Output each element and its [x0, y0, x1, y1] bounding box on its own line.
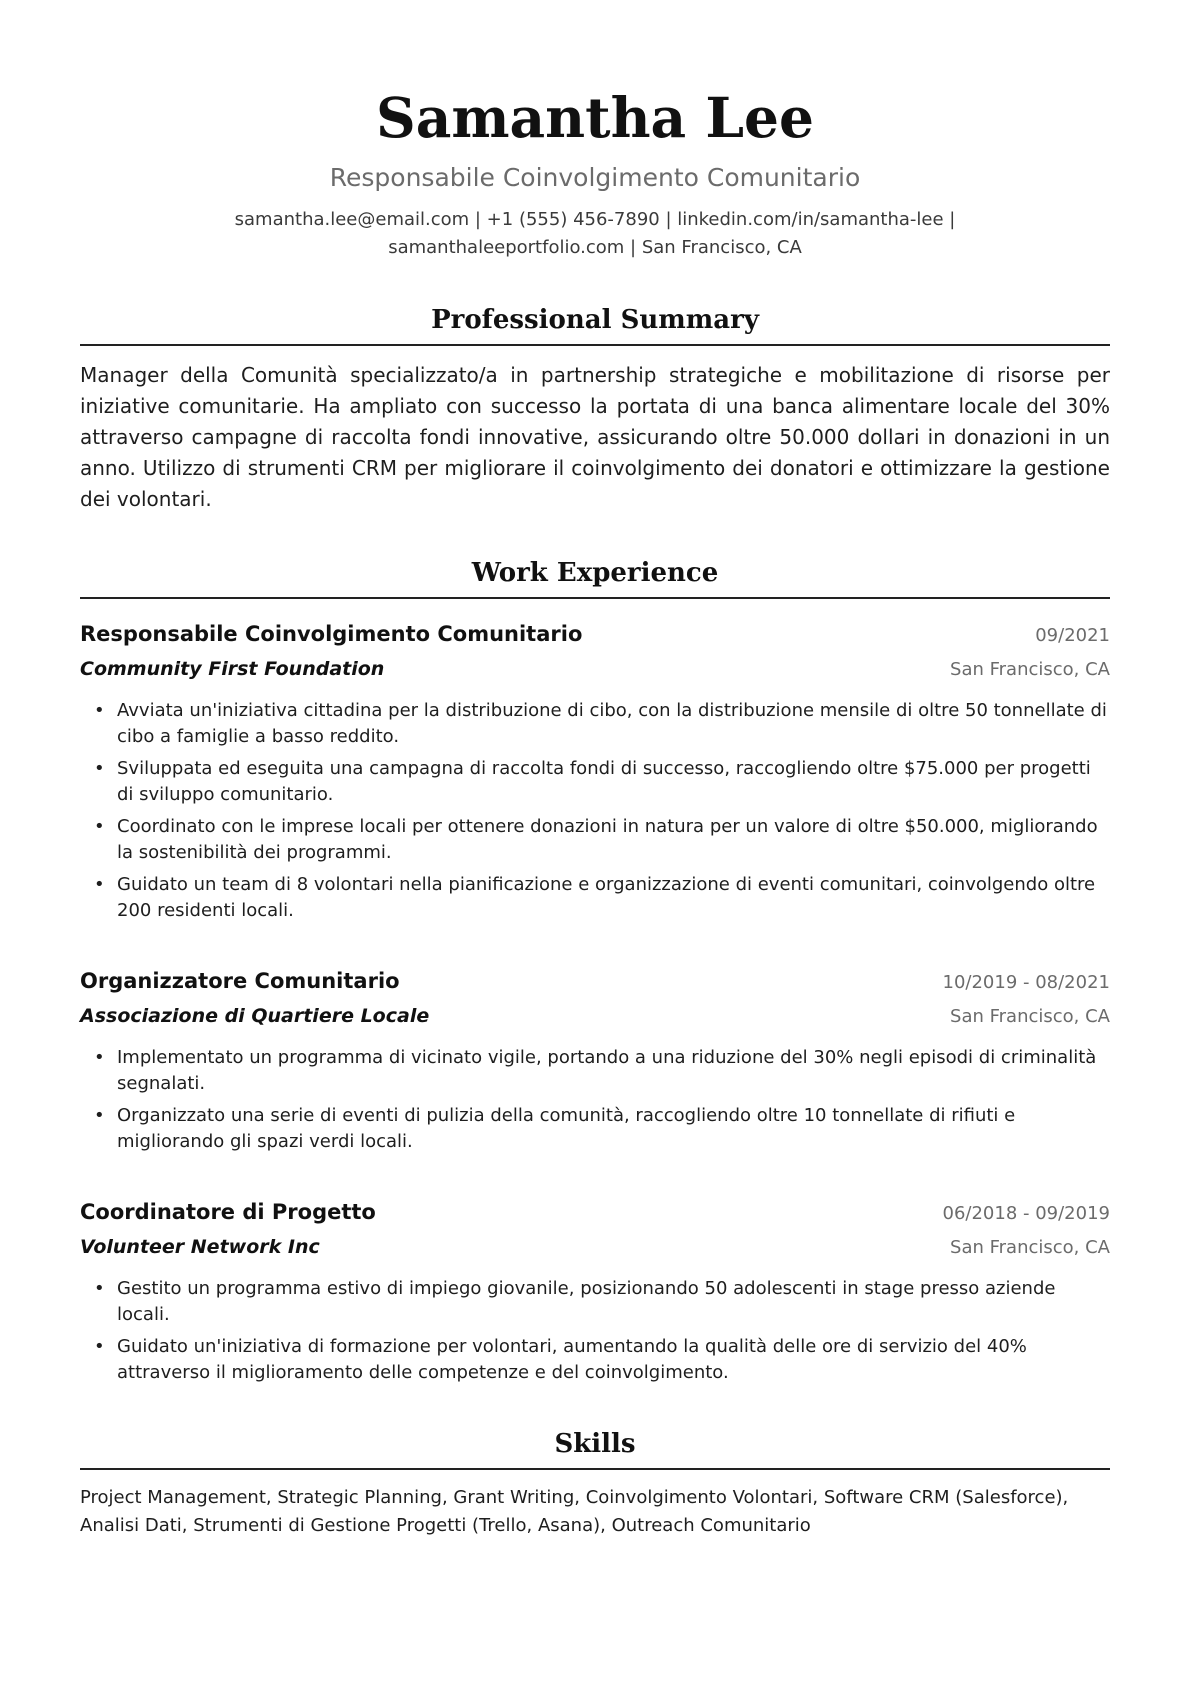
job-entry [80, 617, 1110, 924]
job-bullet-text: Guidato un'iniziativa di formazione per volontari, aumentando la qualità delle ore di servizio del 40% attraverso il miglioramento delle competenze e del coinvolgimento. [117, 1336, 1027, 1383]
job-bullet-text: Sviluppata ed eseguita una campagna di raccolta fondi di successo, raccogliendo oltre $75.000 per progetti di sviluppo comunitario. [117, 758, 1091, 805]
bullet-icon: • [94, 1336, 105, 1357]
skills-section [80, 1426, 1110, 1540]
job-date: 06/2018 - 09/2019 [942, 1203, 1110, 1224]
job-bullet [80, 756, 1110, 808]
bullet-icon: • [94, 1105, 105, 1126]
bullet-icon: • [94, 700, 105, 721]
bullet-icon: • [94, 874, 105, 895]
job-header-row [80, 964, 1110, 1000]
job-date: 10/2019 - 08/2021 [942, 972, 1110, 993]
job-entry [80, 1195, 1110, 1386]
skills-text: Project Management, Strategic Planning, Grant Writing, Coinvolgimento Volontari, Software CRM (Salesforce), Analisi Dati, Strumenti di Gestione Progetti (Trello, Asana), Outreach Comunitario [80, 1487, 1069, 1536]
job-company: Associazione di Quartiere Locale [80, 1005, 430, 1027]
job-bullet-text: Implementato un programma di vicinato vigile, portando a una riduzione del 30% negli episodi di criminalità segnalati. [117, 1047, 1097, 1094]
candidate-name: Samantha Lee [375, 85, 814, 150]
job-location: San Francisco, CA [950, 1006, 1110, 1027]
skills-heading: Skills [80, 1426, 1110, 1470]
job-company-row [80, 653, 1110, 686]
job-bullet [80, 1103, 1110, 1155]
job-company: Volunteer Network Inc [80, 1236, 320, 1258]
summary-text: Manager della Comunità specializzato/a in partnership strategiche e mobilitazione di risorse per iniziative comunitarie. Ha ampliato con successo la portata di una banca alimentare locale del 30% attraverso campagne di raccolta fondi innovative, assicurando oltre 50.000 dollari in donazioni in un anno. Utilizzo di strumenti CRM per migliorare il coinvolgimento dei donatori e ottimizzare la gestione dei volontari. [80, 363, 1110, 511]
job-bullet [80, 872, 1110, 924]
job-bullet-text: Avviata un'iniziativa cittadina per la distribuzione di cibo, con la distribuzione mensile di oltre 50 tonnellate di cibo a famiglie a basso reddito. [117, 700, 1107, 747]
bullet-icon: • [94, 758, 105, 779]
resume-page [80, 80, 1110, 1540]
experience-heading: Work Experience [80, 555, 1110, 599]
job-header-row [80, 1195, 1110, 1231]
job-location: San Francisco, CA [950, 1237, 1110, 1258]
summary-heading: Professional Summary [80, 302, 1110, 346]
job-company-row [80, 1231, 1110, 1264]
job-bullet [80, 1276, 1110, 1328]
job-bullets [80, 698, 1110, 924]
job-title: Responsabile Coinvolgimento Comunitario [80, 622, 583, 646]
candidate-headline: Responsabile Coinvolgimento Comunitario [329, 163, 861, 192]
job-company-row [80, 1000, 1110, 1033]
job-bullet-text: Gestito un programma estivo di impiego giovanile, posizionando 50 adolescenti in stage presso aziende locali. [117, 1278, 1056, 1325]
job-bullet-text: Guidato un team di 8 volontari nella pianificazione e organizzazione di eventi comunitari, coinvolgendo oltre 200 residenti locali. [117, 874, 1096, 921]
experience-section [80, 555, 1110, 1386]
job-header-row [80, 617, 1110, 653]
job-location: San Francisco, CA [950, 659, 1110, 680]
bullet-icon: • [94, 1047, 105, 1068]
job-bullet-text: Organizzato una serie di eventi di pulizia della comunità, raccogliendo oltre 10 tonnellate di rifiuti e migliorando gli spazi verdi locali. [117, 1105, 1016, 1152]
job-date: 09/2021 [1035, 625, 1110, 646]
contact-line: samantha.lee@email.com | +1 (555) 456-7890 | linkedin.com/in/samantha-lee | samanthaleeportfolio.com | San Francisco, CA [234, 209, 956, 258]
job-company: Community First Foundation [80, 658, 385, 680]
job-bullets [80, 1276, 1110, 1386]
job-bullet [80, 1334, 1110, 1386]
job-bullet-text: Coordinato con le imprese locali per ottenere donazioni in natura per un valore di oltre $50.000, migliorando la sostenibilità dei programmi. [117, 816, 1098, 863]
job-title: Organizzatore Comunitario [80, 969, 400, 993]
bullet-icon: • [94, 1278, 105, 1299]
summary-section [80, 302, 1110, 515]
job-title: Coordinatore di Progetto [80, 1200, 376, 1224]
job-bullet [80, 698, 1110, 750]
job-bullet [80, 1045, 1110, 1097]
job-bullets [80, 1045, 1110, 1155]
job-bullet [80, 814, 1110, 866]
job-entry [80, 964, 1110, 1155]
bullet-icon: • [94, 816, 105, 837]
